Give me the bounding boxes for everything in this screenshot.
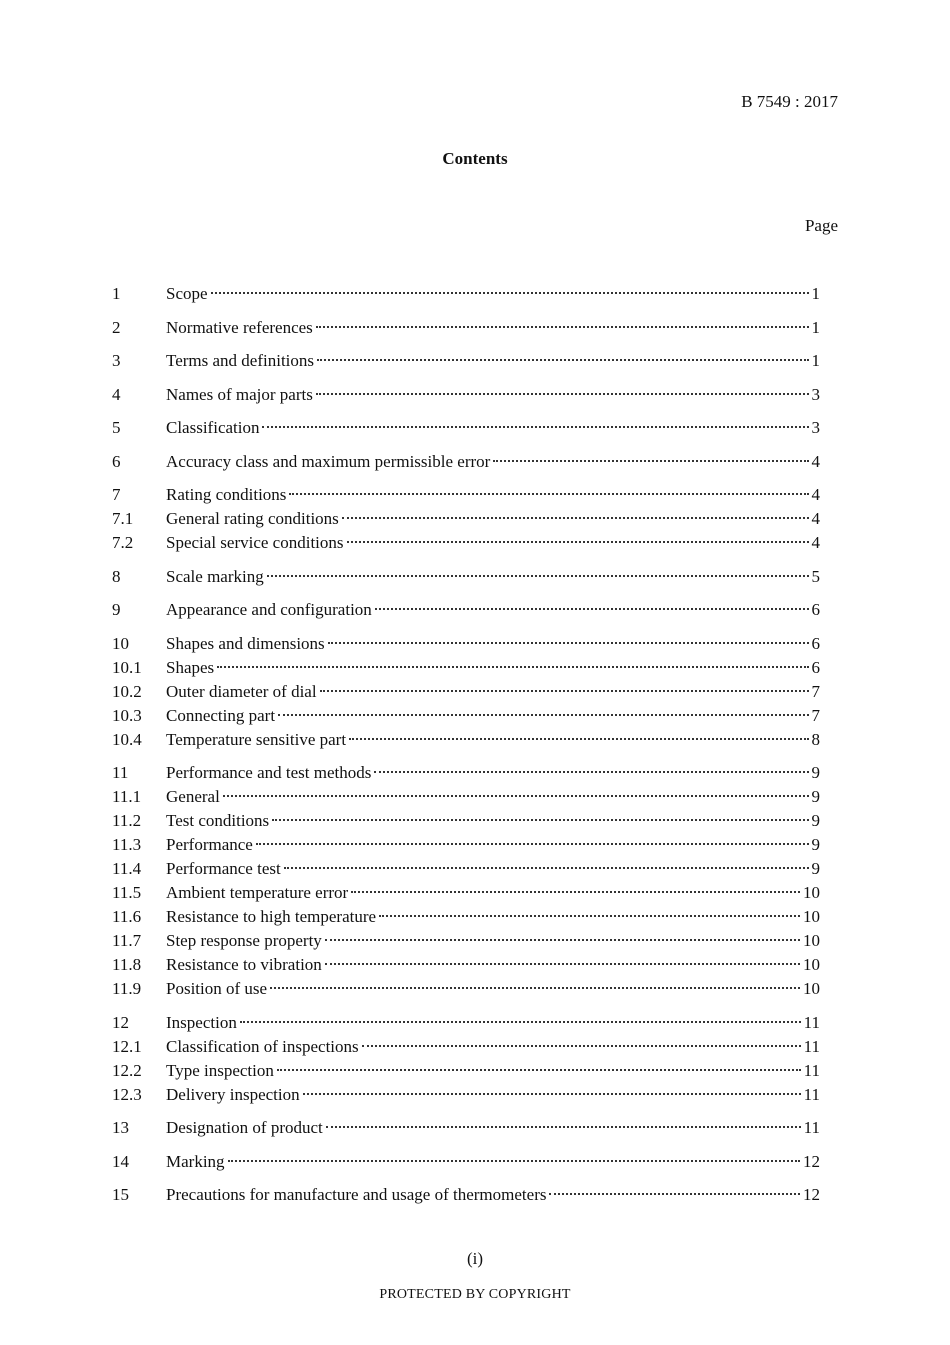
toc-entry-number: 12.2 (112, 1060, 142, 1080)
toc-entry[interactable] (112, 704, 820, 728)
toc-entry-page: 1 (811, 284, 820, 303)
dot-leader (303, 1093, 801, 1095)
toc-entry-page: 5 (811, 566, 820, 586)
toc-entry-title: Ambient temperature error (166, 883, 349, 902)
dot-leader (316, 393, 809, 395)
toc-entry-title: Test conditions (166, 811, 270, 830)
dot-leader (493, 460, 808, 462)
toc-entry-page: 10 (803, 907, 820, 926)
toc-entry-title: Classification of inspections (166, 1036, 359, 1056)
toc-entry-page: 9 (811, 859, 820, 878)
document-id: B 7549 : 2017 (741, 92, 838, 111)
toc-entry-page: 11 (803, 1118, 820, 1137)
dot-leader (277, 1069, 801, 1071)
toc-entry-number: 11.7 (112, 931, 142, 950)
footer-page-number: (i) (466, 1249, 484, 1268)
toc-entry-title: Position of use (166, 979, 268, 998)
toc-entry-page: 11 (803, 1012, 820, 1032)
toc-entry[interactable] (112, 282, 820, 306)
toc-entry-number: 11.9 (112, 979, 142, 998)
toc-entry[interactable] (112, 929, 820, 953)
toc-entry-page: 1 (811, 317, 820, 337)
toc-entry-number: 8 (112, 566, 121, 586)
dot-leader (270, 987, 800, 989)
toc-entry[interactable] (112, 531, 820, 555)
toc-entry-title: Resistance to high temperature (166, 907, 377, 926)
toc-entry-page: 7 (811, 705, 820, 725)
toc-entry-number: 11.2 (112, 811, 142, 830)
toc-entry-title: Performance test (166, 859, 281, 878)
dot-leader (284, 867, 809, 869)
dot-leader (362, 1045, 801, 1047)
toc-entry-title: Performance (166, 835, 253, 854)
dot-leader (217, 666, 808, 668)
toc-entry[interactable] (112, 483, 820, 507)
toc-entry[interactable] (112, 450, 820, 474)
toc-entry[interactable] (112, 809, 820, 833)
toc-entry-number: 5 (112, 418, 121, 437)
toc-entry-number: 7.1 (112, 509, 134, 528)
toc-entry[interactable] (112, 416, 820, 440)
toc-entry-number: 12.1 (112, 1036, 142, 1056)
toc-entry-number: 2 (112, 317, 121, 337)
toc-entry-number: 4 (112, 384, 121, 404)
toc-entry[interactable] (112, 1183, 820, 1207)
toc-entry[interactable] (112, 507, 820, 531)
toc-entry[interactable] (112, 1035, 820, 1059)
toc-entry-number: 11.5 (112, 883, 142, 902)
toc-entry-title: Resistance to vibration (166, 955, 322, 974)
toc-entry[interactable] (112, 565, 820, 589)
toc-entry-number: 13 (112, 1118, 129, 1137)
dot-leader (278, 714, 808, 716)
dot-leader (320, 690, 809, 692)
toc-entry-page: 4 (811, 509, 820, 528)
dot-leader (325, 939, 800, 941)
toc-entry[interactable] (112, 1116, 820, 1140)
toc-entry-page: 12 (803, 1185, 820, 1204)
toc-entry[interactable] (112, 977, 820, 1001)
dot-leader (211, 292, 809, 294)
toc-entry-page: 4 (811, 485, 820, 504)
toc-entry[interactable] (112, 1150, 820, 1174)
toc-entry[interactable] (112, 905, 820, 929)
dot-leader (379, 915, 800, 917)
toc-entry-page: 10 (803, 883, 820, 902)
dot-leader (223, 795, 809, 797)
toc-entry-title: Precautions for manufacture and usage of thermometers (166, 1185, 547, 1204)
toc-entry-page: 11 (803, 1084, 820, 1104)
toc-entry-page: 8 (811, 729, 820, 749)
toc-entry-page: 9 (811, 787, 820, 806)
toc-entry-title: Temperature sensitive part (166, 729, 347, 749)
table-of-contents (112, 282, 820, 1207)
toc-entry[interactable] (112, 953, 820, 977)
toc-entry-page: 11 (803, 1036, 820, 1056)
toc-entry-page: 11 (803, 1060, 820, 1080)
dot-leader (374, 771, 808, 773)
toc-entry-page: 6 (811, 600, 820, 619)
toc-entry[interactable] (112, 857, 820, 881)
toc-entry-number: 7.2 (112, 533, 134, 552)
toc-entry-number: 11.4 (112, 859, 142, 878)
toc-entry-title: General (166, 787, 220, 806)
dot-leader (256, 843, 809, 845)
toc-entry-number: 6 (112, 451, 121, 471)
toc-entry-title: Accuracy class and maximum permissible error (166, 451, 491, 471)
toc-entry-page: 6 (811, 657, 820, 677)
toc-entry-title: Performance and test methods (166, 763, 372, 782)
toc-entry[interactable] (112, 728, 820, 752)
dot-leader (267, 575, 809, 577)
toc-entry-number: 10.3 (112, 705, 142, 725)
dot-leader (342, 517, 809, 519)
toc-entry-number: 12 (112, 1012, 129, 1032)
dot-leader (262, 426, 808, 428)
toc-entry-title: Delivery inspection (166, 1084, 300, 1104)
toc-entry[interactable] (112, 598, 820, 622)
toc-entry-title: Scale marking (166, 566, 264, 586)
toc-entry-title: Inspection (166, 1012, 237, 1032)
toc-entry-number: 1 (112, 284, 121, 303)
toc-entry-number: 7 (112, 485, 121, 504)
toc-entry-number: 10.2 (112, 681, 142, 701)
toc-entry[interactable] (112, 1083, 820, 1107)
toc-entry-title: Scope (166, 284, 208, 303)
toc-entry-number: 11 (112, 763, 129, 782)
toc-entry-number: 11.6 (112, 907, 142, 926)
dot-leader (289, 493, 808, 495)
toc-entry-page: 9 (811, 811, 820, 830)
toc-entry-title: General rating conditions (166, 509, 339, 528)
toc-entry-page: 6 (811, 633, 820, 653)
toc-entry-page: 3 (811, 418, 820, 437)
toc-entry-title: Names of major parts (166, 384, 313, 404)
dot-leader (375, 608, 809, 610)
dot-leader (325, 963, 800, 965)
toc-entry-number: 12.3 (112, 1084, 142, 1104)
dot-leader (316, 326, 809, 328)
dot-leader (349, 738, 808, 740)
toc-entry-title: Shapes and dimensions (166, 633, 325, 653)
page-title: Contents (442, 149, 508, 168)
dot-leader (328, 642, 809, 644)
toc-entry-title: Normative references (166, 317, 313, 337)
toc-entry-title: Terms and definitions (166, 351, 315, 370)
toc-entry-page: 7 (811, 681, 820, 701)
toc-entry-title: Marking (166, 1151, 225, 1171)
toc-entry-page: 12 (803, 1151, 820, 1171)
toc-entry-number: 11.1 (112, 787, 142, 806)
toc-entry-number: 10.4 (112, 729, 142, 749)
dot-leader (272, 819, 808, 821)
toc-entry-title: Shapes (166, 657, 215, 677)
toc-entry[interactable] (112, 833, 820, 857)
toc-entry-page: 3 (811, 384, 820, 404)
toc-entry[interactable] (112, 316, 820, 340)
toc-entry[interactable] (112, 680, 820, 704)
dot-leader (240, 1021, 801, 1023)
toc-entry-number: 10 (112, 633, 129, 653)
toc-entry-number: 9 (112, 600, 121, 619)
toc-entry-title: Classification (166, 418, 260, 437)
toc-entry-page: 10 (803, 979, 820, 998)
toc-entry-title: Appearance and configuration (166, 600, 372, 619)
copyright-notice: PROTECTED BY COPYRIGHT (379, 1287, 571, 1302)
toc-entry[interactable] (112, 383, 820, 407)
toc-entry-title: Rating conditions (166, 485, 287, 504)
toc-entry-page: 4 (811, 533, 820, 552)
toc-entry-page: 9 (811, 835, 820, 854)
toc-entry-title: Step response property (166, 931, 322, 950)
toc-entry[interactable] (112, 1011, 820, 1035)
dot-leader (351, 891, 800, 893)
toc-entry-title: Special service conditions (166, 533, 344, 552)
dot-leader (549, 1193, 800, 1195)
toc-entry-number: 14 (112, 1151, 129, 1171)
toc-entry-number: 15 (112, 1185, 129, 1204)
toc-entry-number: 11.8 (112, 955, 142, 974)
toc-entry-number: 10.1 (112, 657, 142, 677)
toc-entry-page: 10 (803, 955, 820, 974)
toc-entry-page: 10 (803, 931, 820, 950)
toc-entry[interactable] (112, 349, 820, 373)
toc-entry-title: Connecting part (166, 705, 276, 725)
toc-entry-title: Outer diameter of dial (166, 681, 317, 701)
dot-leader (317, 359, 808, 361)
toc-entry[interactable] (112, 761, 820, 785)
toc-entry-number: 3 (112, 351, 121, 370)
toc-entry[interactable] (112, 656, 820, 680)
toc-entry-number: 11.3 (112, 835, 142, 854)
toc-entry[interactable] (112, 881, 820, 905)
toc-entry-title: Designation of product (166, 1118, 323, 1137)
toc-entry-page: 9 (811, 763, 820, 782)
dot-leader (347, 541, 809, 543)
page-column-label: Page (804, 216, 838, 235)
toc-entry[interactable] (112, 1059, 820, 1083)
toc-entry-page: 4 (811, 451, 820, 471)
dot-leader (326, 1126, 801, 1128)
dot-leader (228, 1160, 800, 1162)
toc-entry-page: 1 (811, 351, 820, 370)
toc-entry-title: Type inspection (166, 1060, 274, 1080)
toc-entry[interactable] (112, 632, 820, 656)
toc-entry[interactable] (112, 785, 820, 809)
